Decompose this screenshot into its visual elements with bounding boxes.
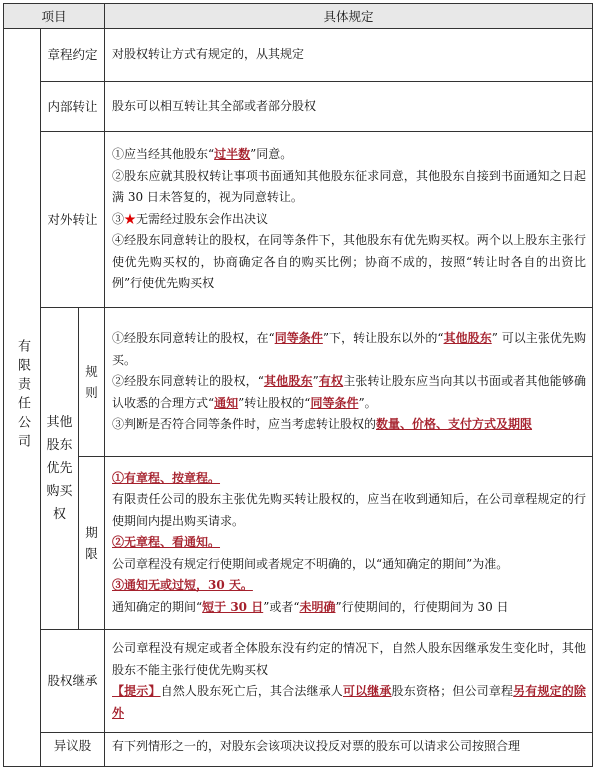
label-rules: 规则 <box>79 308 105 457</box>
rules-line-1: ①经股东同意转让的股权，在“同等条件”下，转让股东以外的“其他股东” 可以主张优先购买。 <box>112 331 586 367</box>
label-articles: 章程约定 <box>41 29 105 82</box>
label-dissent: 异议股 <box>41 733 105 767</box>
category-limited-company <box>4 29 41 767</box>
header-row <box>4 4 593 29</box>
category-label: 有限责任公司 <box>15 339 30 453</box>
external-line-2: ②股东应就其股权转让事项书面通知其他股东征求同意，其他股东自接到书面通知之日起满 30 日未答复的，视为同意转让。 <box>112 168 586 205</box>
period-heading-2: ②无章程、看通知。 <box>112 535 221 550</box>
row-inheritance <box>4 630 593 733</box>
row-dissent <box>4 733 593 767</box>
period-heading-1: ①有章程、按章程。 <box>112 470 221 485</box>
inheritance-text-2: 【提示】自然人股东死亡后，其合法继承人可以继承股东资格；但公司章程另有规定的除外 <box>112 684 586 720</box>
tip-label: 【提示】 <box>112 684 161 698</box>
label-inheritance: 股权继承 <box>41 630 105 733</box>
period-text-3: 通知确定的期间“短于 30 日”或者“未明确”行使期间的，行使期间为 30 日 <box>112 599 509 614</box>
label-internal: 内部转让 <box>41 82 105 132</box>
text-dissent: 有下列情形之一的，对股东会该项决议投反对票的股东可以请求公司按照合理 <box>105 733 593 767</box>
row-external <box>4 132 593 308</box>
text-external <box>105 132 593 308</box>
row-preemption-rules <box>4 308 593 457</box>
star-icon: ★ <box>124 211 137 226</box>
external-line-1: ①应当经其他股东“过半数”同意。 <box>112 147 293 162</box>
inheritance-text-1: 公司章程没有规定或者全体股东没有约定的情况下，自然人股东因继承发生变化时，其他股东不能主张行使优先购买权 <box>112 641 586 677</box>
rules-line-3: ③判断是否符合同等条件时，应当考虑转让股权的数量、价格、支付方式及期限 <box>112 417 533 432</box>
text-internal: 股东可以相互转让其全部或者部分股权 <box>105 82 593 132</box>
equity-transfer-table <box>3 3 593 767</box>
period-heading-3: ③通知无或过短，30 天。 <box>112 578 253 593</box>
row-internal <box>4 82 593 132</box>
external-line-3: ③★无需经过股东会作出决议 <box>112 211 269 226</box>
row-articles <box>4 29 593 82</box>
external-line-4: ④经股东同意转让的股权，在同等条件下，其他股东有优先购买权。两个以上股东主张行使优先购买权的，协商确定各自的购买比例；协商不成的，按照“转让时各自的出资比例”行使优先购买权 <box>112 233 586 291</box>
header-detail: 具体规定 <box>105 4 593 29</box>
text-inheritance <box>105 630 593 733</box>
highlight-majority: 过半数 <box>214 147 251 162</box>
label-preemption: 其他股东优先购买权 <box>41 308 79 630</box>
header-item: 项目 <box>4 4 105 29</box>
period-text-2: 公司章程没有规定行使期间或者规定不明确的，以“通知确定的期间”为准。 <box>112 556 509 571</box>
period-text-1: 有限责任公司的股东主张优先购买转让股权的，应当在收到通知后，在公司章程规定的行使期间内提出购买请求。 <box>112 492 586 528</box>
text-articles: 对股权转让方式有规定的，从其规定 <box>105 29 593 82</box>
text-rules <box>105 308 593 457</box>
rules-line-2: ②经股东同意转让的股权，“其他股东”有权主张转让股东应当向其以书面或者其他能够确认收悉的合理方式“通知”转让股权的“同等条件”。 <box>112 374 586 410</box>
text-period <box>105 457 593 630</box>
label-period: 期限 <box>79 457 105 630</box>
row-preemption-period <box>4 457 593 630</box>
label-external: 对外转让 <box>41 132 105 308</box>
